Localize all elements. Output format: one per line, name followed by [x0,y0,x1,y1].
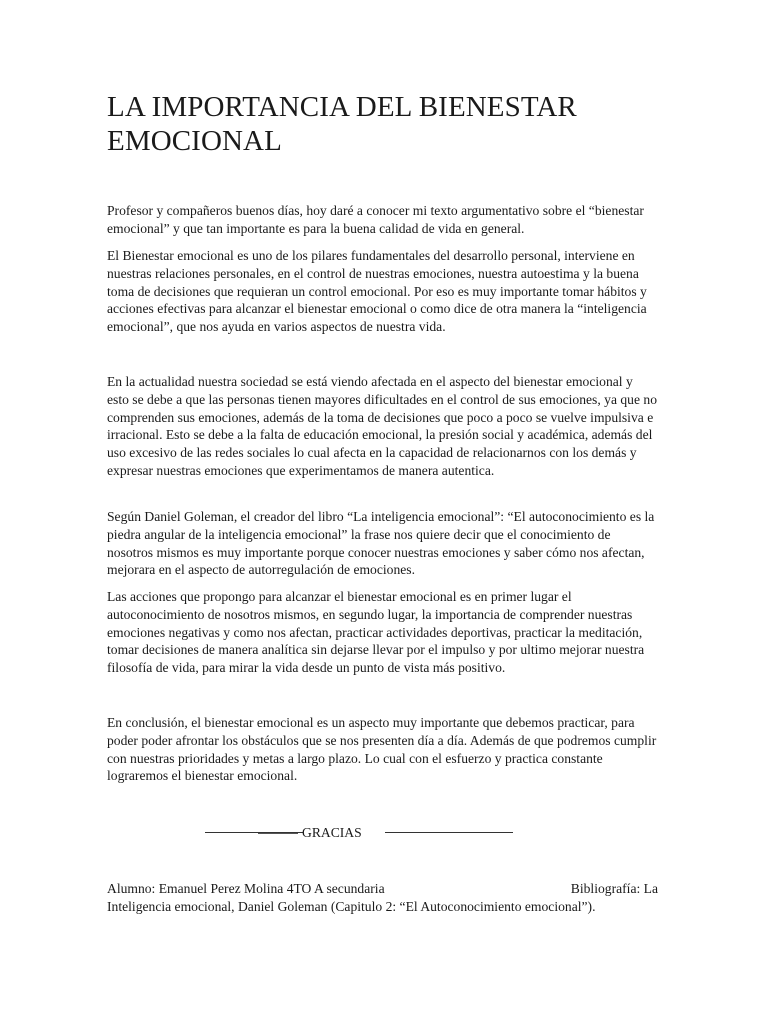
paragraph-goleman-quote: Según Daniel Goleman, el creador del libro “La inteligencia emocional”: “El autoconocimiento es la piedra angular de la inteligencia emocional” la frase nos quiere decir que el conocimiento de nosotros mismos es muy importante porque conocer nuestras emociones y saber cómo nos afectan, mejorara en el aspecto de autorregulación de emociones. [107,509,655,578]
bibliography-label: Bibliografía: La [570,881,658,896]
decorative-rule-right [385,832,513,833]
decorative-rule-left-overlay [258,833,298,834]
paragraph-conclusion: En conclusión, el bienestar emocional es un aspecto muy importante que debemos practicar, para poder poder afrontar los obstáculos que se nos presenten día a día. Además de que podremos cumplir con nuestras prioridades y metas a largo plazo. Lo cual con el esfuerzo y practica constante lograremos el bienestar emocional. [107,715,657,784]
paragraph-proposed-actions: Las acciones que propongo para alcanzar el bienestar emocional es en primer lugar el autoconocimiento de nosotros mismos, en segundo lugar, la importancia de comprender nuestras emociones negativas y como nos afectan, practicar actividades deportivas, practicar la meditación, tomar decisiones de manera analítica sin dejarse llevar por el impulso y por ultimo mejorar nuestra filosofía de vida, para mirar la vida desde un punto de vista más positivo. [107,589,645,676]
document-footer [107,880,658,916]
paragraph-introduction: Profesor y compañeros buenos días, hoy daré a conocer mi texto argumentativo sobre el “bienestar emocional” y que tan importante es para la buena calidad de vida en general. [107,203,644,236]
footer-line [107,880,658,898]
bibliography-text: Inteligencia emocional, Daniel Goleman (Capitulo 2: “El Autoconocimiento emocional”). [107,898,596,914]
thanks-text: GRACIAS [302,825,362,840]
paragraph-definition: El Bienestar emocional es uno de los pilares fundamentales del desarrollo personal, interviene en nuestras relaciones personales, en el control de nuestras emociones, nuestra autoestima y la buena toma de decisiones que requieran un control emocional. Por eso es muy importante tomar hábitos y acciones efectivas para alcanzar el bienestar emocional o como dice de otra manera la “inteligencia emocional”, que nos ayuda en varios aspectos de nuestra vida. [107,248,647,335]
thanks-section [0,824,768,844]
student-info: Alumno: Emanuel Perez Molina 4TO A secundaria [107,881,385,896]
paragraph-current-situation: En la actualidad nuestra sociedad se está viendo afectada en el aspecto del bienestar emocional y esto se debe a que las personas tienen mayores dificultades en el control de sus emociones, ya que no comprenden sus emociones, además de la toma de decisiones que poco a poco se vuelve impulsiva e irracional. Esto se debe a la falta de educación emocional, la presión social y académica, además del uso excesivo de las redes sociales lo cual afecta en la capacidad de relacionarnos con los demás y expresar nuestras emociones que experimentamos de manera autentica. [107,374,657,478]
document-title: LA IMPORTANCIA DEL BIENESTAR EMOCIONAL [107,91,577,157]
